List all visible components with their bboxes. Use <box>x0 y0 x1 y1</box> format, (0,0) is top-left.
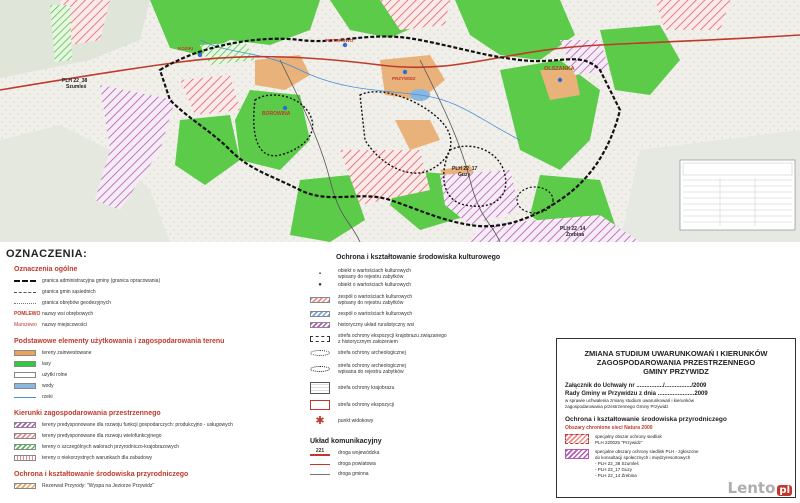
subject-line: w sprawie uchwalenia zmiany studium uwarunkowań i kierunków zagospodarowania przestrzennego Gminy Przywidz <box>565 398 695 409</box>
multifunction-area-swatch <box>14 433 36 439</box>
legend-row <box>14 483 154 489</box>
legend-label: granica obrębów geodezyjnych <box>42 300 111 306</box>
legend-label: tereny predysponowane dla rozwoju funkcji gospodarczych: produkcyjno - usługowych <box>42 422 233 428</box>
legend-label: nazwy miejscowości <box>42 322 88 328</box>
legend-row <box>310 282 411 288</box>
rural-layout-swatch <box>310 322 330 328</box>
legend-row <box>14 350 91 356</box>
legend-row <box>14 394 53 400</box>
legend-row <box>310 350 406 356</box>
archaeo-zone-swatch <box>310 350 330 356</box>
legend-label: strefa ochrony krajobrazu <box>338 385 395 391</box>
landscape-zone-swatch <box>310 382 330 394</box>
legend-label: specjalne obszary ochrony siedlisk PLH - zgłoszone do konsultacji społecznych i międzyresortowych - PLH 22_38 Szumleś - PLH 22_17 Guzy - PLH 22_14 Żrebina <box>595 449 699 478</box>
heritage-object-registered-icon: ▪ <box>318 271 322 277</box>
heritage-complex-swatch <box>310 311 330 317</box>
village-marker <box>343 43 347 47</box>
label-line: PLH 22_17 <box>452 166 478 172</box>
legend-row <box>14 361 51 367</box>
legend-title: OZNACZENIA: <box>6 248 88 260</box>
legend-row <box>14 322 87 328</box>
legend-label: rzeki <box>42 394 53 400</box>
legend-row <box>14 300 111 306</box>
precinct-boundary-symbol <box>14 303 36 304</box>
legend-row <box>310 416 373 426</box>
heritage-complex-registered-swatch <box>310 297 330 303</box>
legend-label: nazwy wsi obrębowych <box>42 311 94 317</box>
legend-label: punkt widokowy <box>338 418 374 424</box>
legend-label: granica gmin sąsiednich <box>42 289 96 295</box>
legend-row <box>310 461 376 467</box>
legend-general-heading: Oznaczenia ogólne <box>14 266 78 273</box>
legend-row <box>14 278 160 284</box>
legend-panel <box>0 242 800 503</box>
legend-row <box>310 382 394 394</box>
legend-label: droga wojewódzka <box>338 449 380 456</box>
legend-label: zespół o wartościach kulturowych wpisany do rejestru zabytków <box>338 294 413 306</box>
legend-directions-heading: Kierunki zagospodarowania przestrzennego <box>14 410 161 417</box>
nature-section-heading: Ochrona i kształtowanie środowiska przyrodniczego <box>565 416 727 423</box>
water-swatch <box>14 383 36 389</box>
label-olszanka: OLSZANKA <box>544 66 575 72</box>
council-line: Rady Gminy w Przywidzu z dnia ......................2009 <box>565 391 708 397</box>
sac-przywidz-swatch <box>565 434 589 444</box>
municipal-road-symbol <box>310 474 330 475</box>
label-town-b: PRZYWIDZ <box>392 76 416 81</box>
label-town-c: KOZIKI <box>178 46 194 51</box>
forest-swatch <box>14 361 36 367</box>
legend-row <box>310 268 411 280</box>
legend-row <box>310 311 412 317</box>
legend-label: obiekt o wartościach kulturowych wpisany do rejestru zabytków <box>338 268 412 280</box>
label-line: Żrebina <box>566 232 585 238</box>
legend-label: tereny o szczególnych walorach przyrodniczo-krajobrazowych <box>42 444 180 450</box>
title-box <box>556 338 796 498</box>
label-line: PLH 22_14 <box>560 226 586 232</box>
label-line: Szumleś <box>66 84 87 90</box>
watermark-suffix: pl <box>779 485 790 496</box>
landscape-value-swatch <box>14 444 36 450</box>
village-marker <box>558 78 562 82</box>
admin-boundary-symbol <box>14 280 36 282</box>
legend-label: specjalny obszar ochrony siedlisk PLH 220025 "Przywidz" <box>595 434 662 445</box>
legend-landuse-heading: Podstawowe elementy użytkowania i zagospodarowania terenu <box>14 338 225 345</box>
settlement-swatch <box>14 350 36 356</box>
label-plh-szumlesie <box>62 78 89 90</box>
title-box-title: ZMIANA STUDIUM UWARUNKOWAŃ I KIERUNKÓW ZAGOSPODAROWANIA PRZESTRZENNEGO GMINY PRZYWIDZ <box>584 349 768 376</box>
legend-row <box>14 311 93 317</box>
legend-culture-heading: Ochrona i kształtowanie środowiska kulturowego <box>336 254 501 261</box>
attachment-line: Załącznik do Uchwały nr ................/................/2009 <box>565 383 707 389</box>
legend-row <box>310 333 447 345</box>
legend-label: strefa ochrony ekspozycji krajobrazu związanego z historycznym założeniem <box>338 333 447 345</box>
village-marker <box>403 70 407 74</box>
legend-label: strefa ochrony archeologicznej <box>338 350 406 356</box>
legend-row <box>14 433 162 439</box>
map-canvas <box>0 0 800 242</box>
legend-label: historyczny układ ruralistyczny wsi <box>338 322 415 328</box>
legend-row <box>565 434 787 446</box>
legend-label: tereny o niekorzystnych warunkach dla zabudowy <box>42 455 153 461</box>
village-name-sample: POMLEWO <box>14 311 41 317</box>
archaeo-registered-swatch <box>310 366 330 372</box>
legend-label: granica administracyjna gminy (granica opracowania) <box>42 278 161 284</box>
watermark-logo <box>728 479 792 497</box>
heritage-object-icon: ● <box>318 282 322 288</box>
legend-row <box>14 372 67 378</box>
legend-row <box>310 322 414 328</box>
label-line: Guzy <box>458 172 471 178</box>
inset-table <box>680 160 795 230</box>
exposure-protection-swatch <box>310 400 330 410</box>
legend-label: droga powiatowa <box>338 461 376 467</box>
neighbour-boundary-symbol <box>14 292 36 293</box>
legend-label: strefa ochrony ekspozycji <box>338 402 395 408</box>
legend-row <box>14 422 233 428</box>
economic-area-swatch <box>14 422 36 428</box>
legend-label: tereny predysponowane dla rozwoju wielofunkcyjnego <box>42 433 162 439</box>
locality-name-sample: Marszewo <box>14 322 37 328</box>
legend-label: tereny zainwestowane <box>42 350 92 356</box>
sac-proposed-swatch <box>565 449 589 459</box>
label-line: PLH 22_38 <box>62 78 88 84</box>
legend-row <box>14 444 179 450</box>
village-marker <box>198 53 202 57</box>
legend-row <box>565 449 787 479</box>
legend-nature-heading: Ochrona i kształtowanie środowiska przyrodniczego <box>14 471 189 478</box>
farmland-swatch <box>14 372 36 378</box>
legend-row <box>14 383 54 389</box>
label-borowina: BOROWINA <box>262 111 291 117</box>
legend-row <box>14 455 152 461</box>
legend-transport-heading: Układ komunikacyjny <box>310 438 382 445</box>
legend-row <box>310 449 379 456</box>
legend-label: zespół o wartościach kulturowych <box>338 311 413 317</box>
legend-row <box>310 294 412 306</box>
legend-label: Rezerwat Przyrody: "Wyspa na Jeziorze Przywidz" <box>42 483 155 489</box>
legend-row <box>310 471 369 477</box>
legend-row <box>310 400 394 410</box>
map-area <box>0 0 800 242</box>
legend-label: obiekt o wartościach kulturowych <box>338 282 412 288</box>
legend-label: strefa ochrony archeologicznej wpisana do rejestru zabytków <box>338 363 406 375</box>
river-symbol <box>14 397 36 398</box>
legend-label: lasy <box>42 361 51 367</box>
district-road-symbol <box>310 464 330 465</box>
natura-heading: Obszary chronione sieci Natura 2000 <box>565 425 653 431</box>
unfavourable-area-swatch <box>14 455 36 461</box>
legend-label: droga gminna <box>338 471 369 477</box>
legend-label: użytki rolne <box>42 372 68 378</box>
village-marker <box>283 106 287 110</box>
exposure-zone-swatch <box>310 336 330 342</box>
hatch-red-5 <box>655 0 730 30</box>
watermark-text: Lento <box>727 479 776 497</box>
viewpoint-icon: ✱ <box>315 415 325 427</box>
road-number-badge: 221 <box>310 449 330 456</box>
legend-row <box>14 289 96 295</box>
label-town-a: PIOTRKOWO <box>325 38 354 43</box>
legend-row <box>310 363 406 375</box>
reserve-swatch <box>14 483 36 489</box>
legend-label: wody <box>42 383 54 389</box>
